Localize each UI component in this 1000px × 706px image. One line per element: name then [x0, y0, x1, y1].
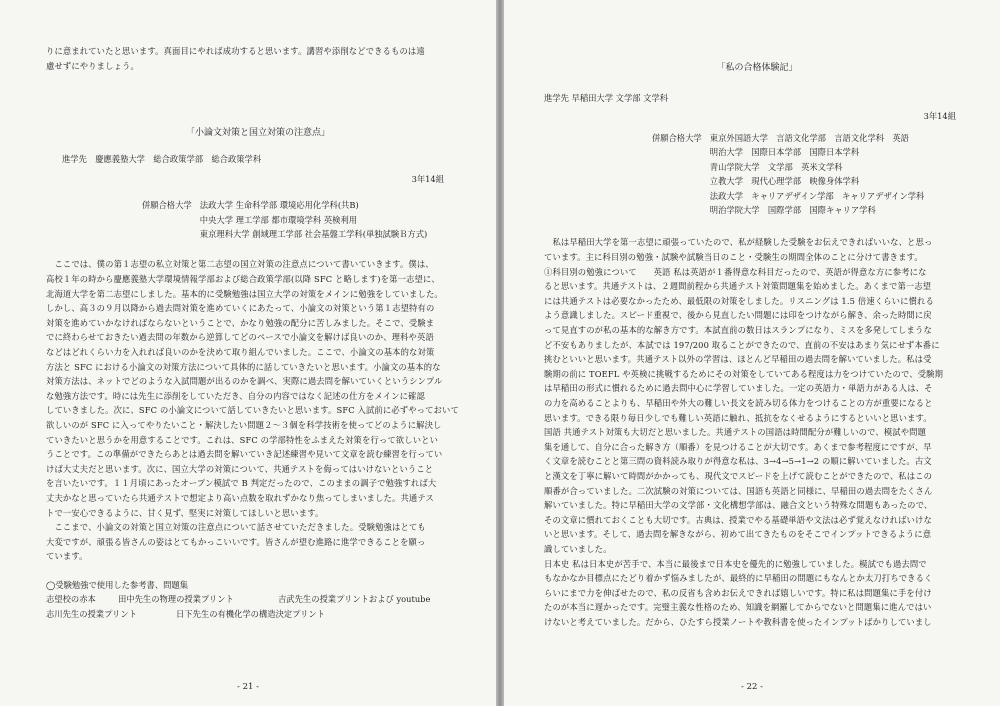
text-line: ています。 — [46, 551, 88, 562]
text-line: って見直すのが私の基本的な解き方です。本試直前の数日はスランプになり、ミスを多発してしまうな — [544, 325, 932, 335]
text-line: たのが本当に遅かったです。完璧主義な性格のため、知識を網羅してからでないと問題集に進んではい — [544, 602, 932, 613]
text-line: と漢文を丁寧に解いて時間がかかっても、現代文でスピードを上げて読むことができたので、私はこの — [544, 470, 933, 481]
text-line: 思います。できる限り毎日少しでも難しい英語に触れ、抵抗をなくせるようにするといいと思います。 — [544, 412, 932, 423]
text-line: いと思います。そして、過去問を解きながら、初めて出てきたものをそこでインプットできるように意 — [544, 529, 932, 540]
reference-item: 志望校の赤本 — [46, 594, 96, 605]
text-line: ています。主に科目別の勉強・試験や試験当日のこと・受験生の期間全体のことに分けて書きます。 — [544, 252, 923, 263]
right-destination: 進学先 早稲田大学 文学部 文学科 — [544, 93, 669, 103]
reference-item: 日下先生の有機化学の構造決定プリント — [176, 608, 326, 619]
references-row — [46, 607, 470, 621]
right-page-number: - 22 - — [741, 682, 763, 692]
left-body — [46, 257, 470, 563]
left-article-title: 「小論文対策と国立対策の注意点」 — [185, 128, 330, 139]
text-line: ると思います。共通テストは、２週間前程から共通テスト対策問題集を始めました。あくまで第一志望 — [544, 281, 932, 292]
right-article-title: 「私の合格体験記」 — [716, 63, 798, 73]
text-line: 北海道大学を第二志望にしました。基本的に受験勉強は国立大学の対策をメインに勉強をしていました。 — [46, 288, 443, 299]
text-line: 順番が合っていました。二次試験の対策については、国語も英語と同様に、早稲田の過去問をたくさん — [544, 485, 933, 496]
concurrent-item: 東京外国語大学 言語文化学部 言語文化学科 英語 — [709, 133, 909, 143]
text-line: ①科目別の勉強について 英語 私は英語が１番得意な科目だったので、英語が得意な方に参考にな — [544, 266, 927, 277]
text-line: 高校１年の時から慶應義塾大学環境情報学部および総合政策学部(以降 SFC と略します)を第一志望に、 — [46, 274, 440, 284]
text-line: 方法と SFC における小論文の対策方法について具体的に話していきたいと思います。小論文の基本的な — [46, 361, 441, 372]
left-destination: 進学先 慶應義塾大学 総合政策学部 総合政策学科 — [62, 154, 262, 165]
text-line: その文章に慣れておくことも大切です。古典は、授業でやる基礎単語や文法は必ず覚えなければいけな — [544, 514, 932, 525]
text-line: などはどれくらい力を入れれば良いのかを決めて取り組んでいました。ここで、小論文の基本的な対策 — [46, 346, 435, 357]
book-gutter — [496, 0, 504, 706]
right-body — [544, 235, 970, 629]
concurrent-item: 青山学院大学 文学部 英米文学科 — [709, 161, 843, 172]
text-line: を言いたいです。１１月頃にあったオープン模試で B 判定だったので、このままの調子で勉強すれば大 — [46, 478, 437, 489]
text-line: けば大丈夫だと思います。次に、国立大学の対策について、共通テストを侮ってはいけないということ — [46, 463, 434, 474]
text-line: な勉強方法です。時には先生に添削をしていただき、自分の内容ではなく記述の仕方をメインに確認 — [46, 390, 425, 401]
left-intro — [46, 44, 470, 73]
reference-item: 志川先生の授業プリント — [46, 608, 137, 619]
text-line: く文章を読むことと第三問の資料読み取りが得意な私は、3→4→5→1→2 の順に解いていました。古文 — [544, 456, 932, 467]
right-concurrent-block — [544, 131, 970, 217]
text-line: ど不安もありましたが、本試では 197/200 取ることができたので、直前の不安はあまり気にせず本番に — [544, 339, 940, 350]
text-line: 験期の前に TOEFL や英検に挑戦するためにその対策をしていてある程度は力をつけていたので、受験期 — [544, 368, 944, 379]
left-page-number: - 21 - — [237, 682, 259, 692]
left-concurrent-block — [46, 198, 470, 241]
concurrent-item: 立教大学 現代心理学部 映像身体学科 — [709, 176, 860, 187]
text-line: ここまで、小論文の対策と国立対策の注意点について話させていただきました。受験勉強はとても — [46, 522, 426, 533]
text-line: らいにまで力を伸ばせたので、私の反省も含めお伝えできれば嬉しいです。特に私は問題集に手を付け — [544, 587, 932, 598]
text-line: ここでは、僕の第１志望の私立対策と第二志望の国立対策の注意点について書いていきます。僕は、 — [46, 259, 434, 270]
concurrent-item: 東京理科大学 創域理工学部 社会基盤工学科(単独試験Ｂ方式) — [199, 229, 428, 239]
reference-item: 吉武先生の授業プリントおよび youtube — [278, 594, 431, 605]
right-page — [504, 0, 1000, 706]
left-page — [0, 0, 496, 706]
concurrent-item: 明治学院大学 国際学部 国際キャリア学科 — [709, 205, 876, 216]
concurrent-item: 法政大学 キャリアデザイン学部 キャリアデザイン学科 — [709, 190, 925, 201]
right-concurrent-label: 併願合格大学 — [652, 133, 702, 143]
text-line: うことです。この準備ができたらあとは過去問を解いていき記述練習や見いて文章を読む練習を行ってい — [46, 449, 443, 460]
text-line: 国語 共通テスト対策も大切だと思いました。共通テストの国語は時間配分が難しいので、模試や問題 — [544, 427, 927, 438]
text-line: 対策方法は、ネットでどのような入試問題が出るのかを調べ、実際に過去問を解いていくというシンプル — [46, 376, 443, 387]
concurrent-item: 明治大学 国際日本学部 国際日本学科 — [709, 147, 860, 158]
text-line: トで一安心できるように、甘く見ず、堅実に対策してほしいと思います。 — [46, 507, 324, 518]
concurrent-item: 法政大学 生命科学部 環境応用化学科(共B) — [199, 200, 359, 211]
text-line: でに終わらせておきたい過去問の年数から逆算してどのペースで小論文を解けば良いのか、理科や英語 — [46, 332, 434, 343]
text-line: 日本史 私は日本史が苦手で、本当に最後まで日本史を優先的に勉強していました。模試でも過去問で — [544, 558, 927, 569]
reference-item: 田中先生の物理の授業プリント — [118, 594, 234, 605]
left-concurrent-label: 併願合格大学 — [142, 200, 192, 211]
text-line: 挑むといいと思います。共通テスト以外の学習は、ほとんど早稲田の過去問を解いていました。私は受 — [544, 354, 932, 365]
text-line: 大変ですが、頑張る皆さんの姿はとてもかっこいいです。皆さんが望む進路に進学できることを願っ — [46, 536, 426, 547]
text-line: は早稲田の形式に慣れるために過去問中心に学習していました。一定の英語力・単語力がある人は、そ — [544, 383, 933, 394]
text-line: 対策を進めていかなければならないということで、かなり勉強の配分に苦しみました。そこで、受験ま — [46, 317, 435, 328]
text-line: には共通テストは必要なかったため、最低限の対策をしました。リスニングは 1.5 倍速くらいに慣れる — [544, 295, 934, 306]
left-references — [46, 578, 470, 621]
text-line: しかし、高３の９月以降から過去問対策を進めていくにあたって、小論文の対策という第１志望特有の — [46, 303, 435, 314]
text-line: 丈夫かなと思っていたら共通テストで想定より高い点数を取れずかなり焦ってしまいました。共通テス — [46, 492, 434, 503]
text-line: もなかなか目標点にたどり着かず悩みましたが、最終的に早稲田の問題にもなんとか太刀打ちできるく — [544, 573, 933, 584]
text-line: 集を通して、自分に合った解き方（順番）を見つけることが大切です。あくまで参考程度にですが、早 — [544, 441, 932, 452]
text-line: りに意まれていたと思います。真面目にやれば成功すると思います。講習や添削などできるものは遠 — [46, 46, 425, 56]
text-line: していきました。次に、SFC の小論文について話していきたいと思います。SFC 入試前に必ずやっておいて — [46, 405, 459, 416]
text-line: 識していました。 — [544, 543, 612, 554]
left-class: 3年14組 — [411, 174, 444, 185]
text-line: 慮せずにやりましょう。 — [46, 60, 139, 71]
text-line: の力を高めることよりも、早稲田や外大の難しい長文を読み切る体力をつけることの方が重要になると — [544, 397, 933, 408]
text-line: けないと考えていました。だから、ひたすら授業ノートや教科書を使ったインプットばかりしていまし — [544, 616, 932, 627]
text-line: よう意識しました。スピード重視で、後から見直したい問題には印をつけながら解き、余った時間に戻 — [544, 310, 932, 321]
text-line: 解いていました。特に早稲田大学の文学部・文化構想学部は、融合文という特殊な問題もあったので、 — [544, 500, 933, 511]
text-line: 私は早稲田大学を第一志望に頑張っていたので、私が経験した受験をお伝えできればいいな、と思っ — [544, 237, 933, 248]
text-line: ていきたいと思うかを用意することです。これは、SFC の学部特性をふまえた対策を行って欲しいとい — [46, 434, 439, 445]
references-row — [46, 592, 470, 606]
concurrent-item: 中央大学 理工学部 都市環境学科 英検利用 — [199, 214, 358, 225]
text-line: 欲しいのが SFC に入ってやりたいこと・解決したい問題２〜３個を科学技術を使ってどのように解決し — [46, 419, 442, 430]
references-heading: ◯受験勉強で使用した参考書、問題集 — [46, 579, 189, 590]
right-class: 3年14組 — [923, 111, 956, 121]
